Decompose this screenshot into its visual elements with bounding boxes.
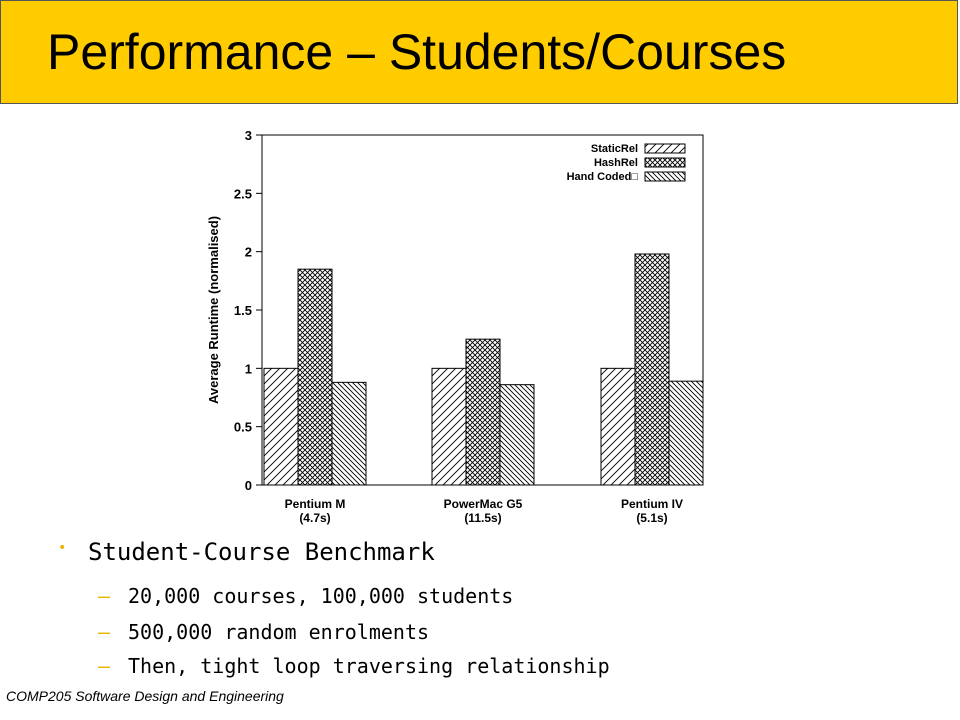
legend-label: Hand Coded□ bbox=[566, 171, 638, 183]
x-category-sublabel: (4.7s) bbox=[299, 511, 331, 525]
bar-staticrel-1 bbox=[432, 368, 466, 485]
legend-swatch bbox=[645, 144, 685, 153]
legend-swatch bbox=[645, 172, 685, 181]
bar-staticrel-2 bbox=[601, 368, 635, 485]
x-category-label: Pentium M bbox=[284, 497, 346, 511]
y-tick-label: 3 bbox=[244, 128, 252, 143]
y-tick-label: 2 bbox=[244, 244, 252, 260]
bullet-dot-icon: • bbox=[58, 540, 67, 556]
plot-area bbox=[206, 128, 703, 525]
sub-bullet-text: 500,000 random enrolments bbox=[128, 620, 430, 644]
y-tick-label: 1.5 bbox=[233, 303, 252, 318]
legend-label: StaticRel bbox=[590, 143, 638, 155]
sub-bullet-text: 20,000 courses, 100,000 students bbox=[128, 584, 514, 608]
bullet-main-text: Student-Course Benchmark bbox=[88, 538, 435, 566]
dash-icon: – bbox=[98, 654, 111, 678]
dash-icon: – bbox=[98, 584, 111, 608]
footer-text: COMP205 Software Design and Engineering bbox=[6, 688, 284, 704]
bar-hand-coded-2 bbox=[669, 381, 703, 485]
slide-title: Performance – Students/Courses bbox=[47, 24, 787, 80]
y-axis-label: Average Runtime (normalised) bbox=[206, 215, 221, 405]
x-category-label: PowerMac G5 bbox=[443, 497, 523, 511]
sub-bullet-text: Then, tight loop traversing relationship bbox=[128, 654, 610, 678]
bar-hand-coded-1 bbox=[500, 385, 534, 485]
legend-label: HashRel bbox=[593, 157, 638, 169]
bar-hashrel-2 bbox=[635, 254, 669, 485]
legend-swatch bbox=[645, 158, 685, 167]
y-tick-label: 2.5 bbox=[233, 186, 252, 202]
bar-hashrel-1 bbox=[466, 339, 500, 485]
bar-hashrel-0 bbox=[298, 269, 332, 485]
dash-icon: – bbox=[98, 620, 111, 644]
x-category-sublabel: (11.5s) bbox=[464, 511, 502, 525]
chart-legend bbox=[567, 143, 685, 183]
y-tick-label: 0 bbox=[244, 478, 252, 493]
x-category-sublabel: (5.1s) bbox=[636, 511, 668, 525]
y-tick-label: 1 bbox=[244, 361, 252, 377]
x-category-label: Pentium IV bbox=[620, 497, 684, 511]
y-tick-label: 0.5 bbox=[233, 419, 252, 435]
bar-hand-coded-0 bbox=[332, 382, 366, 485]
bar-staticrel-0 bbox=[264, 368, 298, 485]
